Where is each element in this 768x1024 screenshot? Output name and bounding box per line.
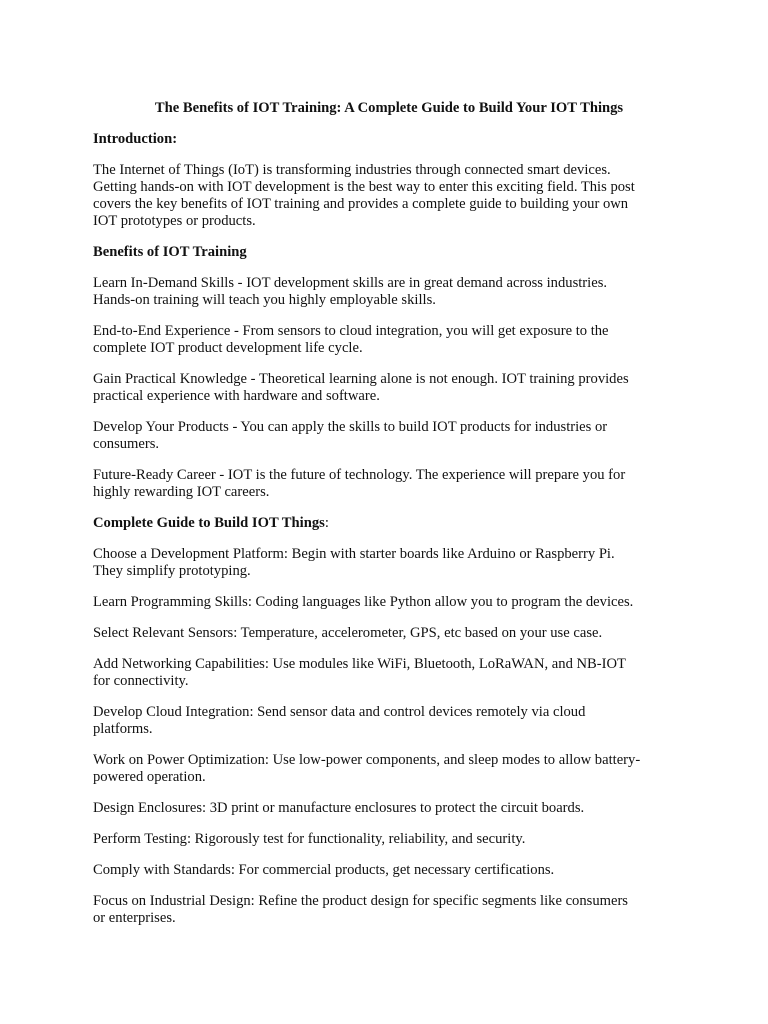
benefit-line: practical experience with hardware and software.	[93, 388, 380, 404]
guide-line: Choose a Development Platform: Begin with starter boards like Arduino or Raspberry Pi.	[93, 546, 615, 562]
intro-line: covers the key benefits of IOT training and provides a complete guide to building your own	[93, 196, 629, 212]
guide-step	[93, 546, 683, 580]
guide-step	[93, 656, 683, 690]
benefit-paragraph	[93, 419, 683, 453]
benefit-line: consumers.	[93, 436, 160, 452]
intro-line: IOT prototypes or products.	[93, 213, 256, 229]
document-page	[93, 100, 683, 941]
guide-step	[93, 893, 683, 927]
guide-line: Add Networking Capabilities: Use modules like WiFi, Bluetooth, LoRaWAN, and NB-IOT	[93, 656, 626, 672]
intro-heading: Introduction:	[93, 131, 178, 147]
guide-heading-text: Complete Guide to Build IOT Things	[93, 515, 325, 531]
guide-step	[93, 800, 683, 817]
benefit-line: Future-Ready Career - IOT is the future of technology. The experience will prepare you for	[93, 467, 626, 483]
document-title: The Benefits of IOT Training: A Complete Guide to Build Your IOT Things	[154, 100, 624, 116]
guide-line: Perform Testing: Rigorously test for functionality, reliability, and security.	[93, 831, 526, 847]
guide-line: Comply with Standards: For commercial products, get necessary certifications.	[93, 862, 555, 878]
guide-line: for connectivity.	[93, 673, 189, 689]
guide-step	[93, 862, 683, 879]
guide-step	[93, 704, 683, 738]
guide-line: Focus on Industrial Design: Refine the product design for specific segments like consumers	[93, 893, 628, 909]
guide-line: Develop Cloud Integration: Send sensor data and control devices remotely via cloud	[93, 704, 586, 720]
intro-line: Getting hands-on with IOT development is the best way to enter this exciting field. This post	[93, 179, 635, 195]
benefit-paragraph	[93, 371, 683, 405]
benefit-paragraph	[93, 275, 683, 309]
benefit-line: Hands-on training will teach you highly employable skills.	[93, 292, 436, 308]
benefit-line: Develop Your Products - You can apply the skills to build IOT products for industries or	[93, 419, 608, 435]
guide-line: Work on Power Optimization: Use low-power components, and sleep modes to allow battery-	[93, 752, 641, 768]
guide-line: Learn Programming Skills: Coding languages like Python allow you to program the devices.	[93, 594, 634, 610]
guide-step	[93, 831, 683, 848]
guide-step	[93, 594, 683, 611]
intro-paragraph	[93, 162, 683, 230]
benefits-heading: Benefits of IOT Training	[93, 244, 247, 260]
guide-line: powered operation.	[93, 769, 206, 785]
guide-line: platforms.	[93, 721, 153, 737]
benefit-line: Learn In-Demand Skills - IOT development skills are in great demand across industries.	[93, 275, 608, 291]
guide-heading-colon: :	[324, 515, 329, 531]
guide-line: Design Enclosures: 3D print or manufacture enclosures to protect the circuit boards.	[93, 800, 585, 816]
benefit-paragraph	[93, 323, 683, 357]
guide-line: or enterprises.	[93, 910, 176, 926]
benefit-line: Gain Practical Knowledge - Theoretical learning alone is not enough. IOT training provides	[93, 371, 629, 387]
guide-heading	[93, 515, 683, 532]
intro-line: The Internet of Things (IoT) is transforming industries through connected smart devices.	[93, 162, 611, 178]
benefit-line: highly rewarding IOT careers.	[93, 484, 270, 500]
guide-line: They simplify prototyping.	[93, 563, 251, 579]
guide-step	[93, 625, 683, 642]
guide-line: Select Relevant Sensors: Temperature, accelerometer, GPS, etc based on your use case.	[93, 625, 603, 641]
guide-step	[93, 752, 683, 786]
benefit-line: complete IOT product development life cycle.	[93, 340, 363, 356]
benefit-paragraph	[93, 467, 683, 501]
benefit-line: End-to-End Experience - From sensors to cloud integration, you will get exposure to the	[93, 323, 609, 339]
